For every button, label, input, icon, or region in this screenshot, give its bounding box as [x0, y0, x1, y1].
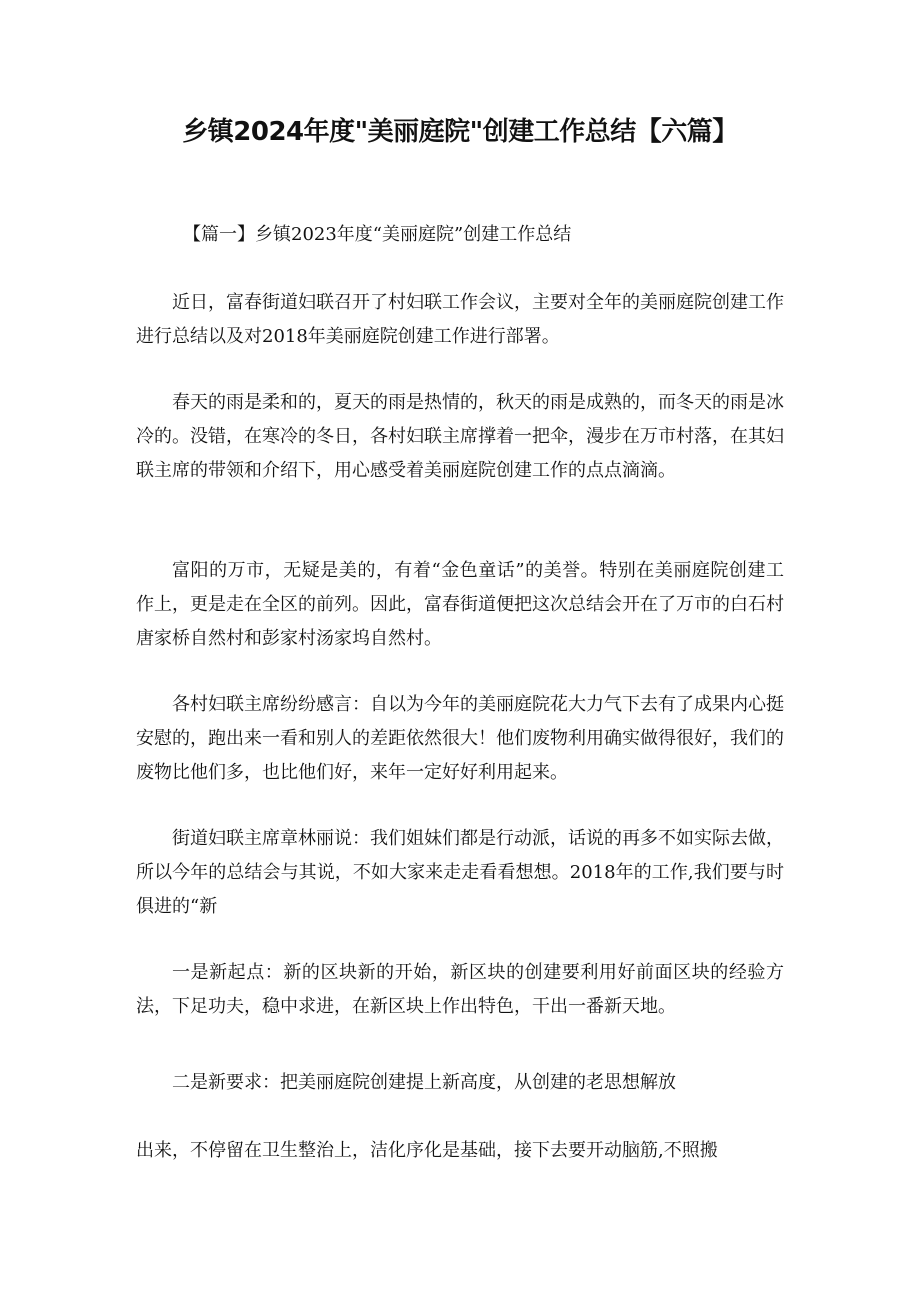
section-heading: 【篇一】乡镇2023年度“美丽庭院”创建工作总结: [183, 224, 572, 245]
paragraph: 各村妇联主席纷纷感言：自以为今年的美丽庭院花大力气下去有了成果内心挺安慰的，跑出来一看和别人的差距依然很大！他们废物利用确实做得很好，我们的废物比他们多，也比他们好，来年一定好好利用起来。: [136, 694, 784, 783]
paragraph: 近日，富春街道妇联召开了村妇联工作会议，主要对全年的美丽庭院创建工作进行总结以及对2018年美丽庭院创建工作进行部署。: [136, 292, 784, 347]
paragraph: 富阳的万市，无疑是美的，有着“金色童话”的美誉。特别在美丽庭院创建工作上，更是走在全区的前列。因此，富春街道便把这次总结会开在了万市的白石村唐家桥自然村和彭家村汤家坞自然村。: [136, 560, 784, 649]
paragraph: 出来，不停留在卫生整治上，洁化序化是基础，接下去要开动脑筋,不照搬: [136, 1140, 718, 1161]
paragraph: 街道妇联主席章林丽说：我们姐妹们都是行动派，话说的再多不如实际去做，所以今年的总结会与其说，不如大家来走走看看想想。2018年的工作,我们要与时俱进的“新: [136, 828, 784, 917]
paragraph: 一是新起点：新的区块新的开始，新区块的创建要利用好前面区块的经验方法，下足功夫，稳中求进，在新区块上作出特色，干出一番新天地。: [136, 962, 784, 1017]
paragraph: 二是新要求：把美丽庭院创建提上新高度，从创建的老思想解放: [172, 1072, 676, 1093]
document-title: 乡镇2024年度"美丽庭院"创建工作总结【六篇】: [182, 117, 738, 147]
paragraph: 春天的雨是柔和的，夏天的雨是热情的，秋天的雨是成熟的，而冬天的雨是冰冷的。没错，在寒冷的冬日，各村妇联主席撑着一把伞，漫步在万市村落，在其妇联主席的带领和介绍下，用心感受着美丽庭院创建工作的点点滴滴。: [136, 392, 784, 481]
